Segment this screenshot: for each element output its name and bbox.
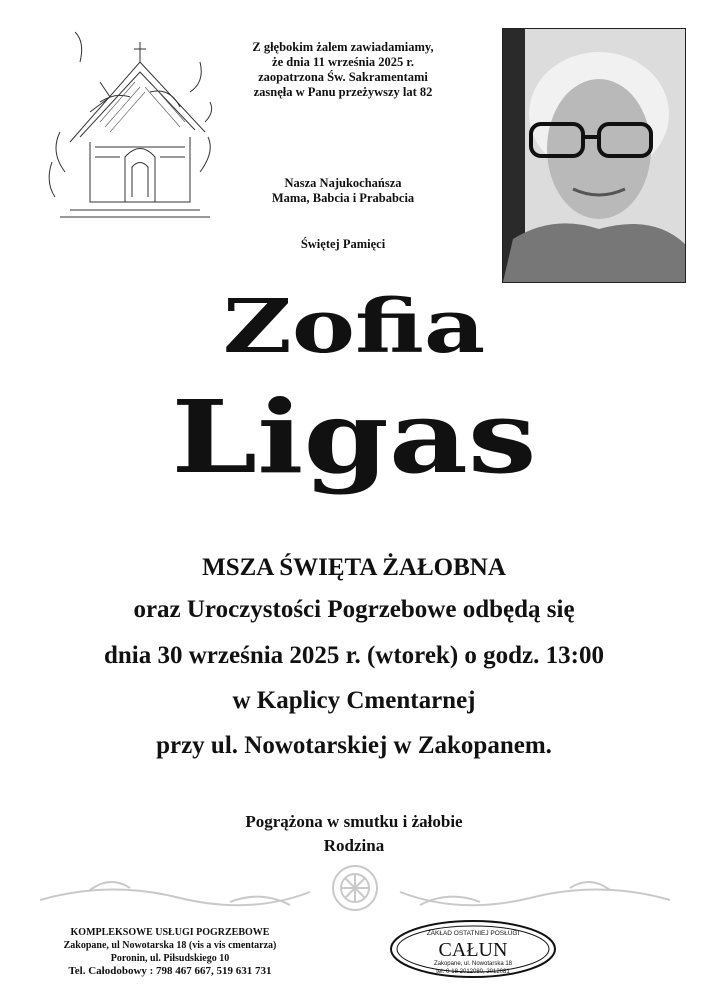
logo-top-text: ZAKŁAD OSTATNIEJ POSŁUGI bbox=[426, 930, 520, 937]
intro-line: zasnęła w Panu przeżywszy lat 82 bbox=[253, 85, 433, 99]
mass-address-line: przy ul. Nowotarskiej w Zakopanem. bbox=[156, 732, 552, 759]
memory-label: Świętej Pamięci bbox=[300, 237, 386, 251]
ornament-divider bbox=[30, 860, 680, 920]
intro-line: Z głębokim żalem zawiadamiamy, bbox=[252, 40, 434, 54]
portrait-photo bbox=[502, 28, 686, 283]
footer-line: Zakopane, ul Nowotarska 18 (vis a vis cmentarza) bbox=[63, 940, 277, 951]
mass-location-line: w Kaplicy Cmentarnej bbox=[232, 687, 476, 714]
last-name: Ligas bbox=[171, 378, 537, 496]
logo-address: Zakopane, ul. Nowotarska 18 bbox=[433, 961, 513, 967]
chapel-illustration bbox=[40, 22, 220, 222]
intro-announcement bbox=[218, 40, 468, 100]
mourners-family: Rodzina bbox=[323, 836, 385, 855]
footer-line: Poronin, ul. Piłsudskiego 10 bbox=[110, 953, 230, 964]
relation-text bbox=[218, 176, 468, 206]
relation-line: Nasza Najukochańsza bbox=[284, 176, 402, 190]
logo-brand: CAŁUN bbox=[438, 939, 508, 961]
footer-line: KOMPLEKSOWE USŁUGI POGRZEBOWE bbox=[70, 927, 270, 938]
intro-line: zaopatrzona Św. Sakramentami bbox=[258, 70, 428, 84]
footer-phone: Tel. Całodobowy : 798 467 667, 519 631 731 bbox=[68, 965, 272, 977]
calun-logo bbox=[388, 918, 558, 980]
funeral-home-info bbox=[20, 926, 320, 978]
first-name: Zofia bbox=[222, 284, 486, 370]
intro-line: że dnia 11 września 2025 r. bbox=[272, 55, 414, 69]
mass-date-line: dnia 30 września 2025 r. (wtorek) o godz. 13:00 bbox=[104, 642, 604, 669]
mass-title: MSZA ŚWIĘTA ŻAŁOBNA bbox=[202, 554, 506, 581]
relation-line: Mama, Babcia i Prababcia bbox=[271, 191, 415, 205]
logo-tel: tel. 0-18 2012080, 2012081 bbox=[436, 969, 510, 975]
mass-line: oraz Uroczystości Pogrzebowe odbędą się bbox=[133, 596, 575, 623]
portrait-image bbox=[503, 29, 685, 282]
mourners-line: Pogrążona w smutku i żałobie bbox=[245, 812, 463, 831]
